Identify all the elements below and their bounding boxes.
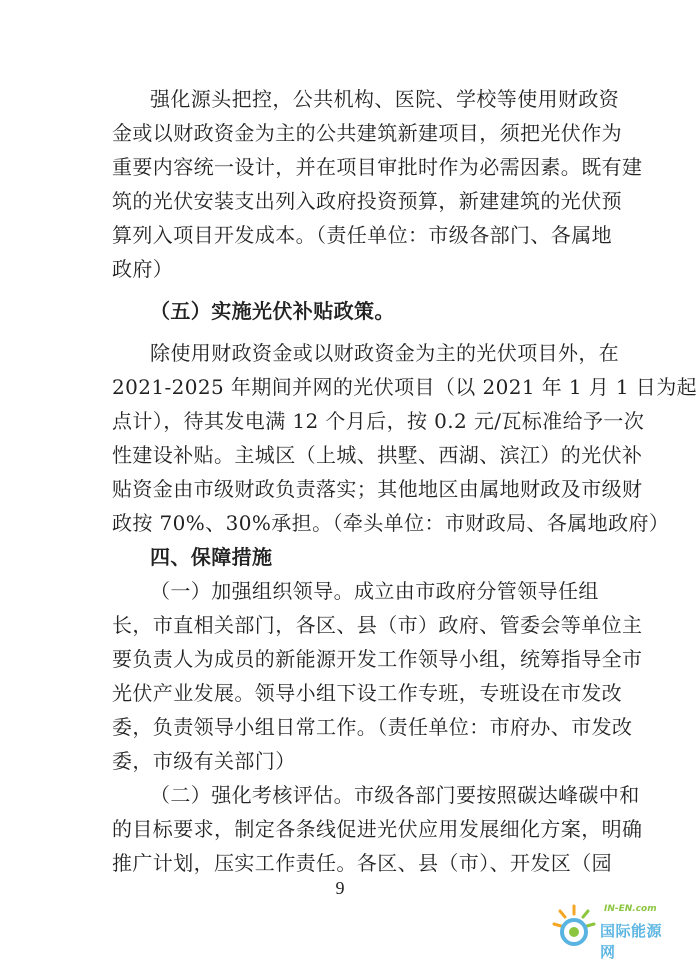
watermark-site-text: IN-EN.com xyxy=(604,904,657,914)
text-line: 点计），待其发电满 12 个月后，按 0.2 元/瓦标准给予一次 xyxy=(112,409,645,433)
text-line: 委，市级有关部门） xyxy=(112,749,296,773)
section-heading: （五）实施光伏补贴政策。 xyxy=(150,299,395,323)
text-line: （二）强化考核评估。市级各部门要按照碳达峰碳中和 xyxy=(150,783,640,807)
page-number: 9 xyxy=(335,878,345,898)
text-line: 算列入项目开发成本。（责任单位：市级各部门、各属地 xyxy=(112,223,612,247)
text-line: 推广计划，压实工作责任。各区、县（市）、开发区（园 xyxy=(112,851,612,875)
text-line: 的目标要求，制定各条线促进光伏应用发展细化方案，明确 xyxy=(112,817,643,841)
text-line: 要负责人为成员的新能源开发工作领导小组，统筹指导全市 xyxy=(112,647,643,671)
text-line: 长，市直相关部门，各区、县（市）政府、管委会等单位主 xyxy=(112,613,643,637)
text-line: （一）加强组织领导。成立由市政府分管领导任组 xyxy=(150,579,599,603)
text-line: 性建设补贴。主城区（上城、拱墅、西湖、滨江）的光伏补 xyxy=(112,443,643,467)
text-line: 强化源头把控，公共机构、医院、学校等使用财政资 xyxy=(150,87,620,111)
text-line: 政府） xyxy=(112,257,174,281)
text-line: 金或以财政资金为主的公共建筑新建项目，须把光伏作为 xyxy=(112,121,622,145)
text-line: 2021-2025 年期间并网的光伏项目（以 2021 年 1 月 1 日为起 xyxy=(112,375,697,399)
watermark-brand-text: 国际能源网 xyxy=(600,922,663,961)
text-line: 政按 70%、30%承担。（牵头单位：市财政局、各属地政府） xyxy=(112,511,670,535)
text-line: 光伏产业发展。领导小组下设工作专班，专班设在市发改 xyxy=(112,681,622,705)
watermark-logo xyxy=(548,898,676,961)
text-line: 委，负责领导小组日常工作。（责任单位：市府办、市发改 xyxy=(112,715,633,739)
text-line: 重要内容统一设计，并在项目审批时作为必需因素。既有建 xyxy=(112,155,643,179)
text-line: 贴资金由市级财政负责落实；其他地区由属地财政及市级财 xyxy=(112,477,643,501)
text-line: 除使用财政资金或以财政资金为主的光伏项目外，在 xyxy=(150,341,620,365)
sun-logo-icon xyxy=(548,902,600,954)
text-line: 筑的光伏安装支出列入政府投资预算，新建建筑的光伏预 xyxy=(112,189,622,213)
chapter-heading: 四、保障措施 xyxy=(150,545,273,569)
